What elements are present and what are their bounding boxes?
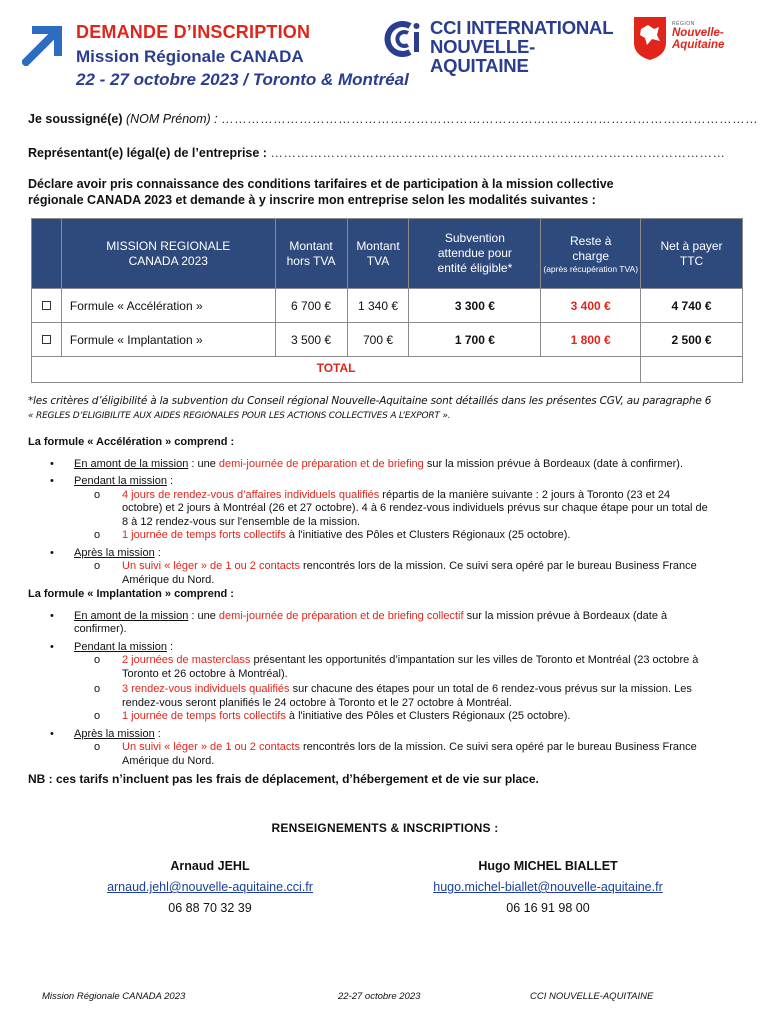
list-item [28, 547, 744, 561]
implantation-checkbox[interactable] [42, 335, 51, 344]
contact-phone: 06 88 70 32 39 [168, 901, 252, 915]
list-item [28, 610, 744, 637]
p2-post: à l'initiative des Pôles et Clusters Régionaux (25 octobre). [285, 529, 571, 541]
contact-left [40, 856, 380, 919]
row-label: Formule « Implantation » [61, 323, 275, 357]
acceleration-section [28, 436, 744, 587]
pendant-label: Pendant la mission [74, 475, 167, 487]
note-line2: « REGLES D’ELIGIBILITE AUX AIDES REGIONALES POUR LES ACTIONS COLLECTIVES A L’EXPORT ». [28, 411, 451, 421]
region-logo-small: RÉGION [672, 21, 695, 27]
row-ttc: 2 500 € [641, 323, 743, 357]
region-shield-icon [632, 15, 668, 61]
total-label: TOTAL [32, 357, 641, 383]
row-ht: 6 700 € [275, 289, 347, 323]
row-subvention: 3 300 € [409, 289, 541, 323]
list-item [28, 489, 744, 530]
list-item [28, 710, 744, 724]
footer-center: 22-27 octobre 2023 [338, 991, 421, 1002]
p2-line2: rendez-vous seront planifiés le 24 octobre à Toronto et le 27 octobre à Montréal. [122, 696, 512, 709]
pendant-colon: : [166, 640, 174, 653]
contact-email-link[interactable]: hugo.michel-biallet@nouvelle-aquitaine.fr [433, 880, 663, 894]
table-row [32, 323, 743, 357]
p2-highlight: 1 journée de temps forts collectifs [122, 529, 286, 541]
header-tva [347, 219, 409, 289]
mission-dates: 22 - 27 octobre 2023 / Toronto & Montréal [76, 70, 409, 89]
circle-bullet-icon: o [94, 683, 101, 695]
contact-name: Arnaud JEHL [170, 859, 250, 873]
amont-label: En amont de la mission [74, 609, 189, 622]
representant-label: Représentant(e) légal(e) de l’entreprise : [28, 146, 267, 160]
header-ttc-text: Net à payer TTC [660, 238, 723, 268]
bullet-icon: • [50, 546, 54, 559]
p1-line2: octobre) et 2 jours à Montréal (26 et 27 octobre). 4 à 6 rendez-vous individuels prévus sur chaque étape pour un total de [122, 502, 708, 514]
table-row [32, 289, 743, 323]
soussigne-line[interactable] [28, 112, 758, 126]
acceleration-checkbox[interactable] [42, 301, 51, 310]
contact-name: Hugo MICHEL BIALLET [478, 859, 618, 873]
region-logo-line1: Nouvelle- [672, 27, 724, 39]
apres-colon: : [154, 727, 161, 740]
page-title: DEMANDE D’INSCRIPTION [76, 22, 311, 42]
row-reste: 1 800 € [541, 323, 641, 357]
total-value-cell[interactable] [641, 357, 743, 383]
cci-logo-line1: CCI INTERNATIONAL [430, 17, 614, 38]
row-checkbox-cell[interactable] [32, 289, 62, 323]
bullet-icon: • [50, 640, 54, 653]
header-reste-text: Reste à charge [570, 233, 612, 263]
apres-label: Après la mission [74, 727, 155, 740]
header-reste-sub: (après récupération TVA) [543, 263, 639, 274]
total-row [32, 357, 743, 383]
cci-logo-line2: NOUVELLE-AQUITAINE [430, 36, 536, 76]
pricing-table [31, 218, 743, 383]
implantation-section [28, 588, 744, 768]
header-ttc [641, 219, 743, 289]
p1-line1: présentant les opportunités d’impantation sur les villes de Toronto et Montréal (23 octobre à [250, 654, 699, 666]
declaration-line2: régionale CANADA 2023 et demande à y inscrire mon entreprise selon les modalités suivantes : [28, 193, 596, 207]
amont-highlight: demi-journée de préparation et de briefing [218, 457, 424, 470]
circle-bullet-icon: o [94, 741, 101, 753]
region-logo [632, 15, 732, 63]
row-checkbox-cell[interactable] [32, 323, 62, 357]
acceleration-title: La formule « Accélération » comprend : [28, 436, 235, 448]
eligibility-note [28, 394, 744, 424]
contact-email-link[interactable]: arnaud.jehl@nouvelle-aquitaine.cci.fr [107, 880, 313, 894]
p1-highlight: 2 journées de masterclass [122, 654, 251, 666]
cci-logo [384, 17, 624, 76]
arrow-logo-icon [22, 22, 66, 66]
header-reste [541, 219, 641, 289]
p1-line3: 8 à 12 rendez-vous sur l'ensemble de la mission. [122, 515, 361, 528]
amont-post-line2: confirmer). [74, 623, 127, 635]
header-checkbox-cell [32, 219, 62, 289]
representant-field[interactable]: …………………………………………………………………………………………… [270, 146, 726, 160]
header-ht-text: Montant hors TVA [286, 238, 336, 268]
note-line1: *les critères d’éligibilité à la subvention du Conseil régional Nouvelle-Aquitaine sont détaillés dans les présentes CGV, au paragraphe 6 [28, 395, 712, 407]
row-tva: 700 € [347, 323, 409, 357]
cci-mark-icon [384, 20, 424, 58]
a1-line1: rencontrés lors de la mission. Ce suivi sera opéré par le bureau Business France [299, 560, 697, 572]
header-mission [61, 219, 275, 289]
soussigne-hint: (NOM Prénom) : [125, 112, 218, 126]
row-label: Formule « Accélération » [61, 289, 275, 323]
p3-highlight: 1 journée de temps forts collectifs [122, 710, 286, 722]
contacts-title: RENSEIGNEMENTS & INSCRIPTIONS : [271, 821, 499, 835]
representant-line[interactable] [28, 146, 725, 160]
list-item [28, 475, 744, 489]
list-item [28, 458, 744, 472]
amont-pre: : une [188, 457, 219, 470]
declaration [28, 176, 614, 208]
region-logo-line2: Aquitaine [672, 39, 725, 51]
contact-phone: 06 16 91 98 00 [506, 901, 590, 915]
amont-pre: : une [188, 609, 219, 622]
bullet-icon: • [50, 457, 54, 470]
amont-highlight: demi-journée de préparation et de briefing collectif [218, 609, 464, 622]
amont-post: sur la mission prévue à Bordeaux (date à confirmer). [423, 457, 684, 470]
row-reste: 3 400 € [541, 289, 641, 323]
row-tva: 1 340 € [347, 289, 409, 323]
header-title-block [76, 22, 310, 67]
amont-label: En amont de la mission [74, 457, 189, 470]
p2-highlight: 3 rendez-vous individuels qualifiés [122, 683, 290, 695]
bullet-icon: • [50, 609, 54, 622]
a1-line1: rencontrés lors de la mission. Ce suivi sera opéré par le bureau Business France [299, 741, 697, 753]
circle-bullet-icon: o [94, 488, 101, 501]
a1-line2: Amérique du Nord. [122, 573, 215, 586]
soussigne-label: Je soussigné(e) [28, 112, 123, 126]
header-ht [275, 219, 347, 289]
contact-right [378, 856, 718, 919]
a1-line2: Amérique du Nord. [122, 754, 215, 767]
list-item [28, 529, 744, 543]
pendant-colon: : [166, 475, 174, 487]
a1-highlight: Un suivi « léger » de 1 ou 2 contacts [122, 741, 300, 753]
list-item [28, 741, 744, 768]
row-ht: 3 500 € [275, 323, 347, 357]
row-ttc: 4 740 € [641, 289, 743, 323]
bullet-icon: • [50, 727, 54, 740]
list-item [28, 641, 744, 655]
apres-label: Après la mission [74, 546, 155, 559]
row-subvention: 1 700 € [409, 323, 541, 357]
bullet-icon: • [50, 475, 54, 487]
footer-left: Mission Régionale CANADA 2023 [42, 991, 186, 1002]
list-item [28, 728, 744, 742]
header-subvention [409, 219, 541, 289]
declaration-line1: Déclare avoir pris connaissance des conditions tarifaires et de participation à la mission collective [28, 177, 614, 191]
circle-bullet-icon: o [94, 560, 101, 572]
p1-highlight: 4 jours de rendez-vous d’affaires individuels qualifiés [122, 488, 380, 501]
p1-line1: répartis de la manière suivante : 2 jours à Toronto (23 et 24 [379, 488, 671, 501]
table-header-row [32, 219, 743, 289]
p3-post: à l'initiative des Pôles et Clusters Régionaux (25 octobre). [285, 710, 571, 722]
amont-post-line1: sur la mission prévue à Bordeaux (date à [463, 609, 668, 622]
header-mission-text: MISSION REGIONALE CANADA 2023 [106, 238, 231, 268]
pendant-label: Pendant la mission [74, 640, 167, 653]
circle-bullet-icon: o [94, 654, 101, 666]
p2-line1: sur chacune des étapes pour un total de 6 rendez-vous prévus sur la mission. Les [289, 683, 692, 695]
a1-highlight: Un suivi « léger » de 1 ou 2 contacts [122, 560, 300, 572]
apres-colon: : [154, 546, 161, 559]
p1-line2: Toronto et 26 octobre à Montréal). [122, 667, 288, 680]
implantation-title: La formule « Implantation » comprend : [28, 588, 234, 600]
circle-bullet-icon: o [94, 529, 101, 541]
nb-note: NB : ces tarifs n’incluent pas les frais de déplacement, d’hébergement et de vie sur place. [28, 772, 539, 786]
page-subtitle: Mission Régionale CANADA [76, 47, 304, 66]
list-item [28, 683, 744, 710]
list-item [28, 654, 744, 681]
header-subvention-text: Subvention attendue pour entité éligible* [437, 231, 513, 275]
footer-right: CCI NOUVELLE-AQUITAINE [530, 991, 654, 1002]
header-tva-text: Montant TVA [356, 238, 400, 268]
circle-bullet-icon: o [94, 710, 101, 722]
soussigne-field[interactable]: …………………………………………………………………………………………….……………… [221, 112, 759, 126]
list-item [28, 560, 744, 587]
